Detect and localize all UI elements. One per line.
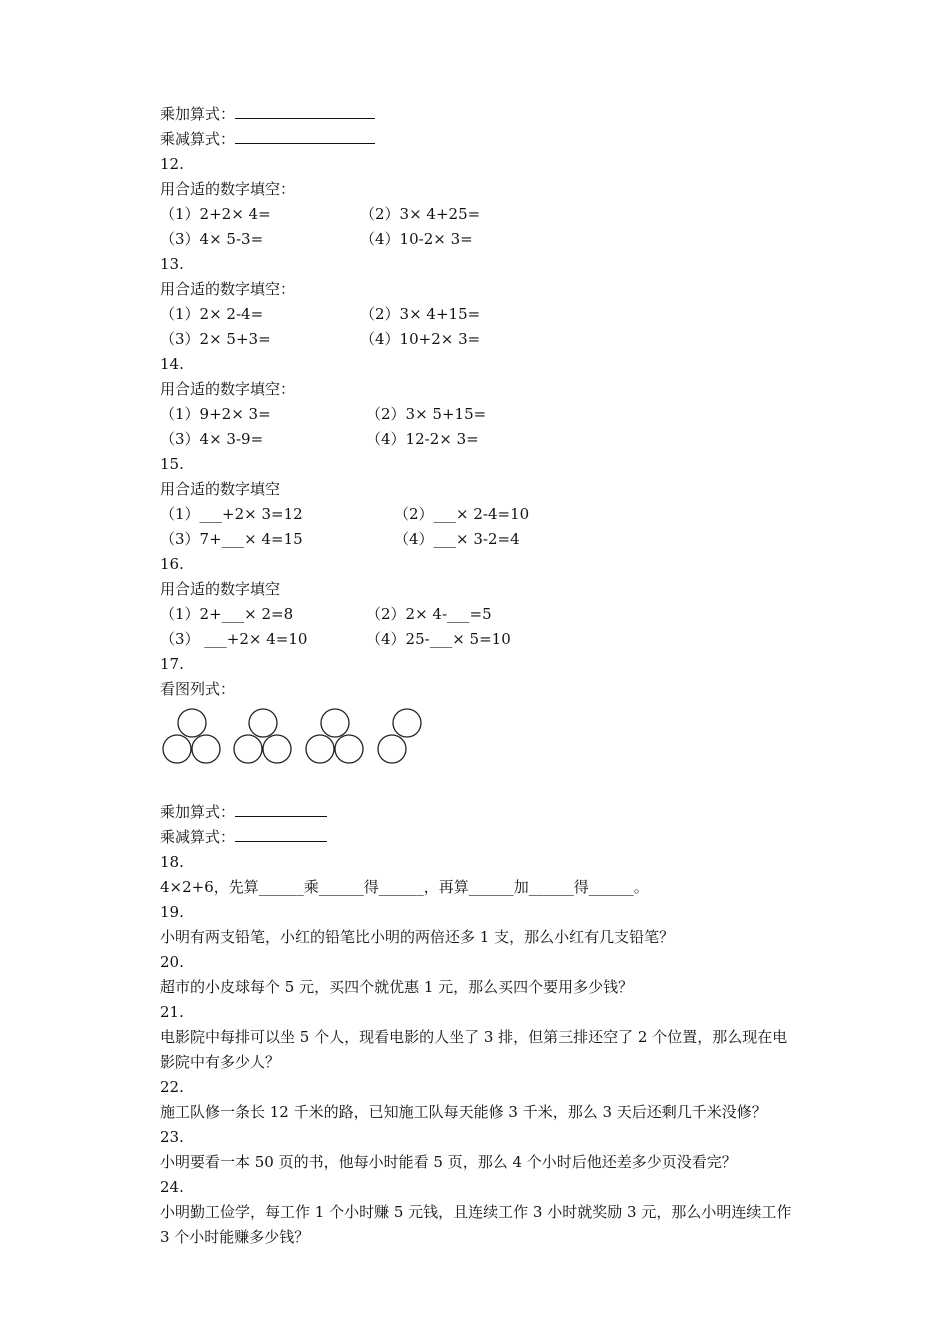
q12-item-4: （4）10-2× 3=: [360, 230, 473, 248]
q17-add-label: 乘加算式：: [160, 803, 236, 821]
q16-number: 16.: [160, 555, 184, 573]
q14-row-2: [160, 427, 800, 452]
circle-groups-figure: [160, 702, 800, 800]
q13-row-2: [160, 327, 800, 352]
q17-instruction: 看图列式：: [160, 680, 236, 698]
q15-item-1: （1）___+2× 3=12: [160, 505, 303, 523]
q15-item-3: （3）7+___× 4=15: [160, 530, 303, 548]
q15-item-4: （4）___× 3-2=4: [394, 530, 520, 548]
answer-blank[interactable]: [235, 104, 375, 119]
q17-sub-label: 乘减算式：: [160, 828, 236, 846]
q13-item-1: （1）2× 2-4=: [160, 305, 264, 323]
circle-icon: [335, 735, 363, 763]
q13-item-4: （4）10+2× 3=: [360, 330, 481, 348]
circle-icon: [192, 735, 220, 763]
q11-add-line: [160, 102, 800, 127]
q15-number: 15.: [160, 455, 184, 473]
q13-item-2: （2）3× 4+15=: [360, 305, 481, 323]
q11-add-label: 乘加算式：: [160, 105, 236, 123]
q23-number: 23.: [160, 1128, 184, 1146]
answer-blank[interactable]: [235, 129, 375, 144]
q12-item-1: （1）2+2× 4=: [160, 205, 271, 223]
q14-row-1: [160, 402, 800, 427]
answer-blank[interactable]: [235, 827, 327, 842]
q19-number: 19.: [160, 903, 184, 921]
q21-text: 电影院中每排可以坐 5 个人，现看电影的人坐了 3 排，但第三排还空了 2 个位置，那么现在电影院中有多少人？: [160, 1028, 788, 1071]
q24-number: 24.: [160, 1178, 184, 1196]
q14-number: 14.: [160, 355, 184, 373]
q15-row-2: [160, 527, 800, 552]
q18-text: 4×2+6，先算______乘______得______，再算______加______得______。: [160, 878, 649, 896]
q15-item-2: （2）___× 2-4=10: [394, 505, 530, 523]
q16-item-1: （1）2+___× 2=8: [160, 605, 294, 623]
q16-item-3: （3） ___+2× 4=10: [160, 630, 308, 648]
q22-text: 施工队修一条长 12 千米的路，已知施工队每天能修 3 千米，那么 3 天后还剩几千米没修？: [160, 1103, 767, 1121]
circle-icon: [163, 735, 191, 763]
circle-icon: [306, 735, 334, 763]
circle-icon: [249, 709, 277, 737]
q11-sub-line: [160, 127, 800, 152]
q14-item-3: （3）4× 3-9=: [160, 430, 264, 448]
q12-item-2: （2）3× 4+25=: [360, 205, 481, 223]
q17-add-line: [160, 800, 800, 825]
q23-text: 小明要看一本 50 页的书，他每小时能看 5 页，那么 4 个小时后他还差多少页没看完？: [160, 1153, 737, 1171]
circle-icon: [378, 735, 406, 763]
q17-number: 17.: [160, 655, 184, 673]
q13-item-3: （3）2× 5+3=: [160, 330, 271, 348]
q12-instruction: 用合适的数字填空：: [160, 180, 296, 198]
worksheet-page: [160, 102, 800, 1250]
q16-instruction: 用合适的数字填空: [160, 580, 281, 598]
q24-text: 小明勤工俭学，每工作 1 个小时赚 5 元钱，且连续工作 3 小时就奖励 3 元，那么小明连续工作 3 个小时能赚多少钱？: [160, 1203, 792, 1246]
q12-number: 12.: [160, 155, 184, 173]
q16-item-2: （2）2× 4-___=5: [366, 605, 492, 623]
q19-text: 小明有两支铅笔，小红的铅笔比小明的两倍还多 1 支，那么小红有几支铅笔？: [160, 928, 675, 946]
q11-sub-label: 乘减算式：: [160, 130, 236, 148]
q14-item-1: （1）9+2× 3=: [160, 405, 271, 423]
q17-sub-line: [160, 825, 800, 850]
q12-row-2: [160, 227, 800, 252]
circle-icon: [263, 735, 291, 763]
q14-item-2: （2）3× 5+15=: [366, 405, 487, 423]
circle-icon: [234, 735, 262, 763]
q16-row-1: [160, 602, 800, 627]
q16-item-4: （4）25-___× 5=10: [366, 630, 511, 648]
circle-icon: [178, 709, 206, 737]
circle-icon: [393, 709, 421, 737]
q13-instruction: 用合适的数字填空：: [160, 280, 296, 298]
q21-number: 21.: [160, 1003, 184, 1021]
answer-blank[interactable]: [235, 802, 327, 817]
q22-number: 22.: [160, 1078, 184, 1096]
q15-row-1: [160, 502, 800, 527]
q15-instruction: 用合适的数字填空: [160, 480, 281, 498]
q14-item-4: （4）12-2× 3=: [366, 430, 479, 448]
q20-number: 20.: [160, 953, 184, 971]
q20-text: 超市的小皮球每个 5 元，买四个就优惠 1 元，那么买四个要用多少钱？: [160, 978, 634, 996]
q13-row-1: [160, 302, 800, 327]
q12-item-3: （3）4× 5-3=: [160, 230, 264, 248]
q12-row-1: [160, 202, 800, 227]
q18-number: 18.: [160, 853, 184, 871]
q14-instruction: 用合适的数字填空：: [160, 380, 296, 398]
q13-number: 13.: [160, 255, 184, 273]
circle-icon: [321, 709, 349, 737]
q16-row-2: [160, 627, 800, 652]
circle-groups-svg: [160, 704, 440, 768]
